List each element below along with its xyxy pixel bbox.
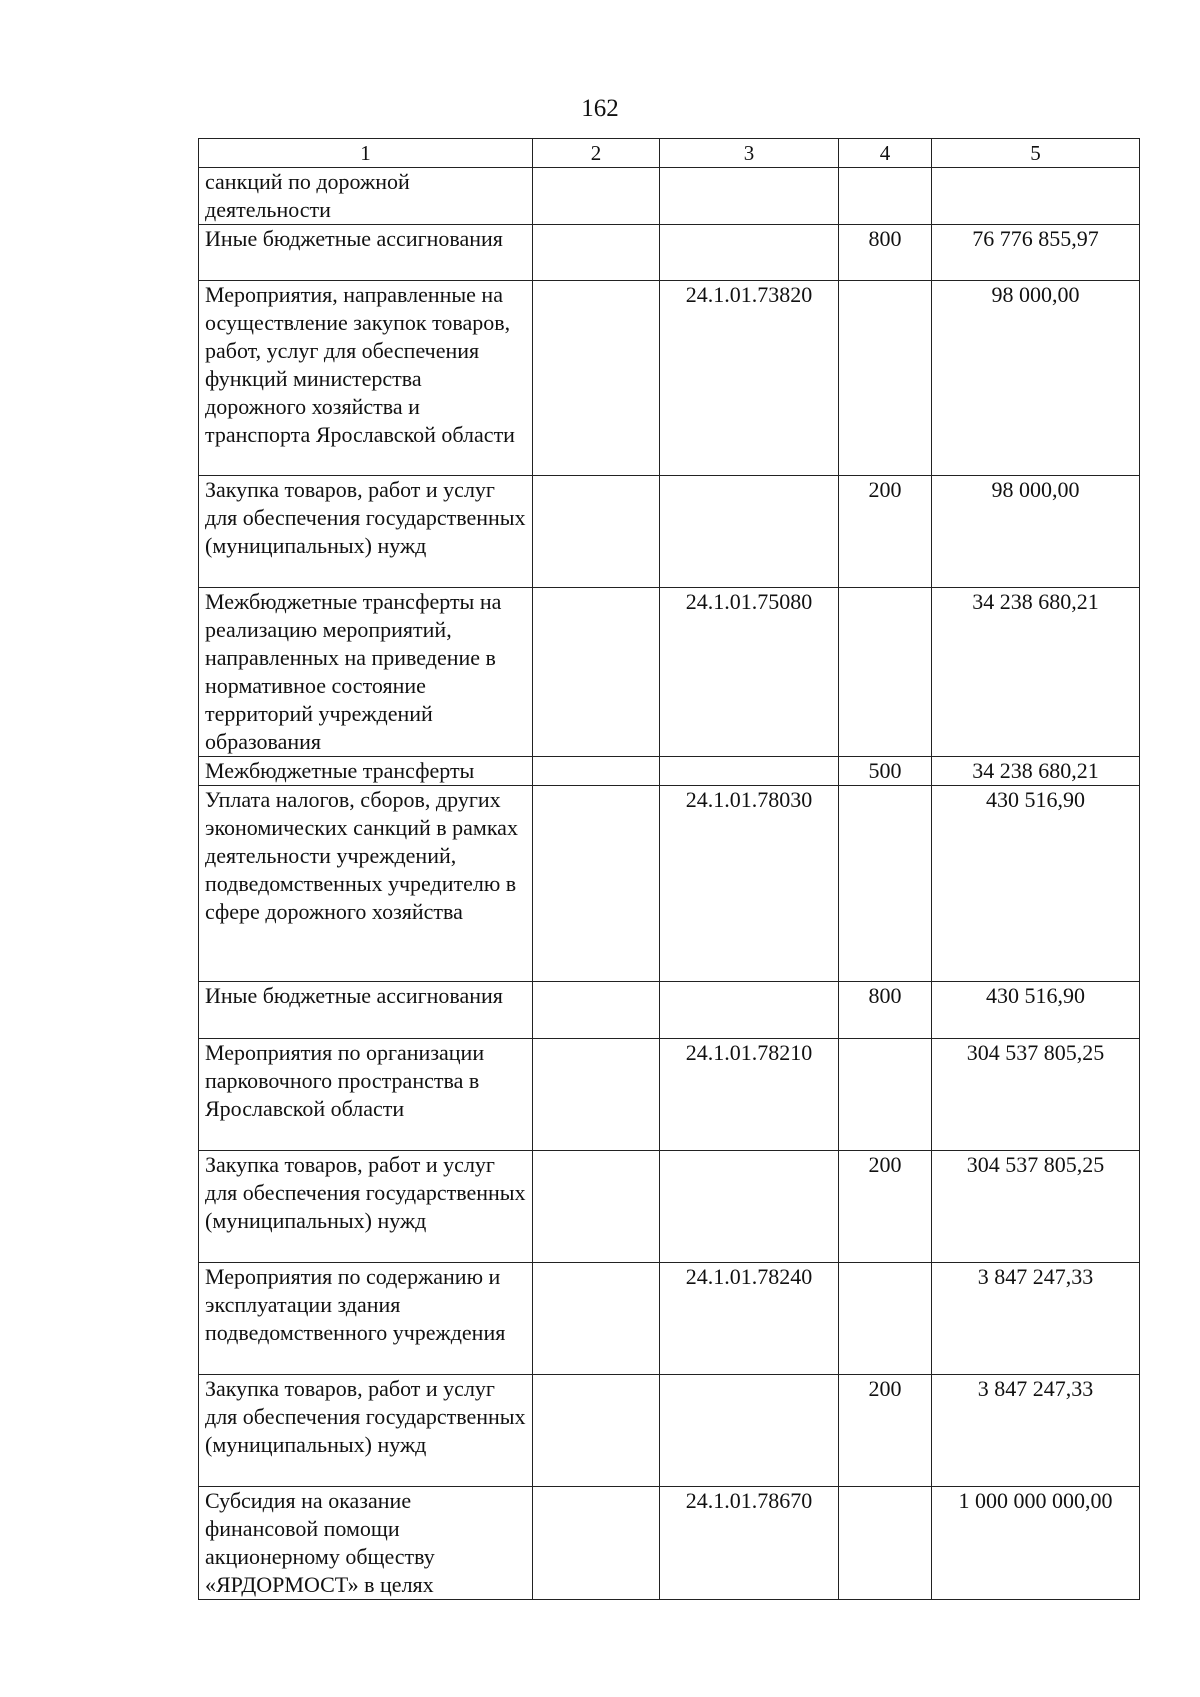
row-type-cell — [839, 281, 932, 476]
row-code-cell — [660, 757, 839, 786]
row-amount-cell: 34 238 680,21 — [932, 588, 1140, 757]
row-amount-cell: 304 537 805,25 — [932, 1151, 1140, 1263]
row-type-cell — [839, 1487, 932, 1600]
column-header-3: 3 — [660, 139, 839, 168]
row-amount-cell: 34 238 680,21 — [932, 757, 1140, 786]
row-amount-cell: 3 847 247,33 — [932, 1263, 1140, 1375]
row-col2-cell — [533, 281, 660, 476]
row-name-cell: Мероприятия по организации парковочного пространства в Ярославской области — [199, 1039, 533, 1151]
row-name-cell: Субсидия на оказание финансовой помощи акционерному обществу «ЯРДОРМОСТ» в целях — [199, 1487, 533, 1600]
row-code-cell: 24.1.01.78030 — [660, 786, 839, 982]
row-amount-cell: 3 847 247,33 — [932, 1375, 1140, 1487]
row-code-cell — [660, 1375, 839, 1487]
row-name-cell: Мероприятия, направленные на осуществление закупок товаров, работ, услуг для обеспечения функций министерства дорожного хозяйства и транспорта Ярославской области — [199, 281, 533, 476]
row-name-cell: Закупка товаров, работ и услуг для обеспечения государственных (муниципальных) нужд — [199, 1375, 533, 1487]
row-code-cell: 24.1.01.73820 — [660, 281, 839, 476]
column-header-2: 2 — [533, 139, 660, 168]
row-amount-cell: 76 776 855,97 — [932, 225, 1140, 281]
row-amount-cell: 430 516,90 — [932, 786, 1140, 982]
row-type-cell: 800 — [839, 982, 932, 1039]
row-name-cell: Закупка товаров, работ и услуг для обеспечения государственных (муниципальных) нужд — [199, 1151, 533, 1263]
table-row — [199, 1039, 1140, 1151]
row-col2-cell — [533, 225, 660, 281]
row-name-cell: Межбюджетные трансферты — [199, 757, 533, 786]
row-col2-cell — [533, 757, 660, 786]
row-type-cell: 200 — [839, 1375, 932, 1487]
row-col2-cell — [533, 982, 660, 1039]
table-row — [199, 786, 1140, 982]
table-row — [199, 476, 1140, 588]
row-code-cell — [660, 476, 839, 588]
row-name-cell: Иные бюджетные ассигнования — [199, 982, 533, 1039]
row-type-cell — [839, 1039, 932, 1151]
row-col2-cell — [533, 1263, 660, 1375]
table-row — [199, 225, 1140, 281]
row-col2-cell — [533, 786, 660, 982]
row-code-cell — [660, 168, 839, 225]
table-row — [199, 1263, 1140, 1375]
row-name-cell: Иные бюджетные ассигнования — [199, 225, 533, 281]
table-body — [199, 168, 1140, 1600]
row-amount-cell: 98 000,00 — [932, 476, 1140, 588]
row-col2-cell — [533, 168, 660, 225]
row-type-cell — [839, 588, 932, 757]
row-col2-cell — [533, 1039, 660, 1151]
row-amount-cell: 98 000,00 — [932, 281, 1140, 476]
row-code-cell — [660, 982, 839, 1039]
row-name-cell: Закупка товаров, работ и услуг для обеспечения государственных (муниципальных) нужд — [199, 476, 533, 588]
header-row — [199, 139, 1140, 168]
column-header-5: 5 — [932, 139, 1140, 168]
table-row — [199, 588, 1140, 757]
budget-table — [198, 138, 1140, 1600]
table-row — [199, 1487, 1140, 1600]
row-type-cell — [839, 1263, 932, 1375]
row-col2-cell — [533, 1151, 660, 1263]
row-name-cell: Мероприятия по содержанию и эксплуатации здания подведомственного учреждения — [199, 1263, 533, 1375]
row-amount-cell: 1 000 000 000,00 — [932, 1487, 1140, 1600]
row-type-cell: 500 — [839, 757, 932, 786]
row-code-cell: 24.1.01.78240 — [660, 1263, 839, 1375]
row-col2-cell — [533, 1487, 660, 1600]
row-name-cell: Межбюджетные трансферты на реализацию мероприятий, направленных на приведение в нормативное состояние территорий учреждений образования — [199, 588, 533, 757]
row-amount-cell: 304 537 805,25 — [932, 1039, 1140, 1151]
column-header-4: 4 — [839, 139, 932, 168]
table-row — [199, 757, 1140, 786]
table-row — [199, 982, 1140, 1039]
row-type-cell — [839, 786, 932, 982]
page-number: 162 — [581, 95, 619, 122]
row-code-cell — [660, 225, 839, 281]
row-code-cell — [660, 1151, 839, 1263]
row-col2-cell — [533, 476, 660, 588]
row-col2-cell — [533, 588, 660, 757]
row-type-cell: 200 — [839, 1151, 932, 1263]
table-row — [199, 281, 1140, 476]
row-amount-cell: 430 516,90 — [932, 982, 1140, 1039]
row-type-cell: 200 — [839, 476, 932, 588]
row-code-cell: 24.1.01.75080 — [660, 588, 839, 757]
row-type-cell: 800 — [839, 225, 932, 281]
table-header — [199, 139, 1140, 168]
row-name-cell: санкций по дорожной деятельности — [199, 168, 533, 225]
row-amount-cell — [932, 168, 1140, 225]
column-header-1: 1 — [199, 139, 533, 168]
row-code-cell: 24.1.01.78210 — [660, 1039, 839, 1151]
row-code-cell: 24.1.01.78670 — [660, 1487, 839, 1600]
row-col2-cell — [533, 1375, 660, 1487]
table-row — [199, 1151, 1140, 1263]
row-name-cell: Уплата налогов, сборов, других экономических санкций в рамках деятельности учреждений, подведомственных учредителю в сфере дорожного хозяйства — [199, 786, 533, 982]
table-row — [199, 1375, 1140, 1487]
table-row — [199, 168, 1140, 225]
row-type-cell — [839, 168, 932, 225]
